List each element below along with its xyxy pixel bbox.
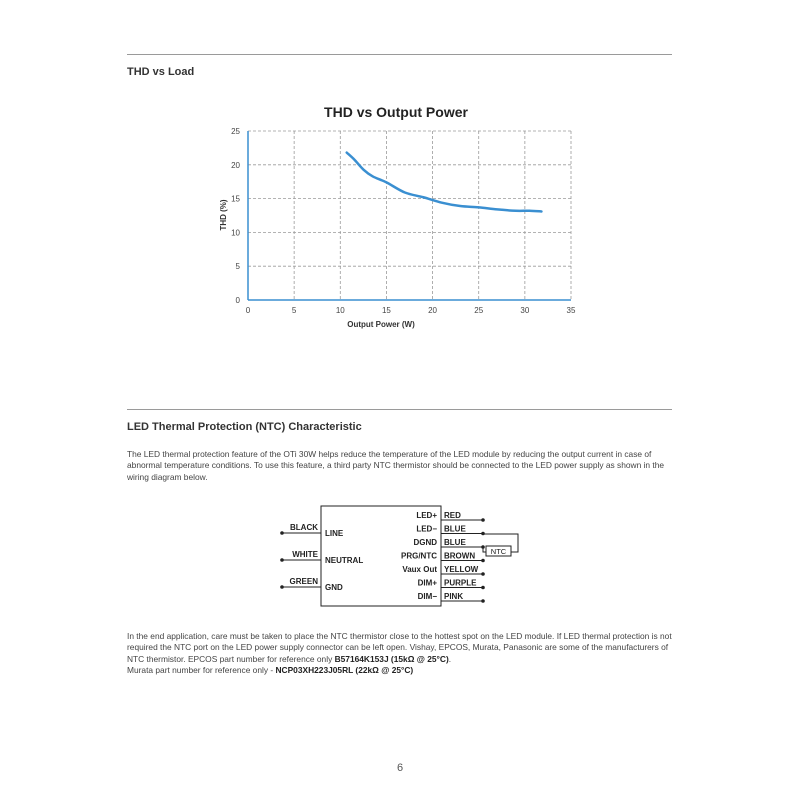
chart-axes bbox=[248, 131, 571, 300]
chart-tick-labels bbox=[231, 127, 576, 315]
ntc-label: NTC bbox=[490, 547, 507, 556]
thd-section-title: THD vs Load bbox=[127, 66, 195, 78]
epcos-part-number: B57164K153J (15kΩ @ 25°C) bbox=[334, 653, 449, 664]
wire-end-dot bbox=[481, 572, 485, 576]
y-tick-label: 5 bbox=[235, 262, 240, 272]
wire-end-dot bbox=[481, 586, 485, 590]
wire-end-dot bbox=[280, 558, 284, 562]
output-wire-color: RED bbox=[444, 511, 461, 520]
top-divider bbox=[127, 54, 672, 55]
chart-series bbox=[347, 153, 542, 212]
y-tick-label: 25 bbox=[231, 127, 240, 136]
x-tick-label: 10 bbox=[335, 306, 345, 315]
wire-end-dot bbox=[280, 531, 284, 535]
output-wire-color: BROWN bbox=[444, 551, 476, 561]
wiring-diagram bbox=[270, 503, 535, 610]
input-terminal-label: LINE bbox=[325, 529, 344, 538]
output-wires bbox=[401, 511, 485, 603]
page-number: 6 bbox=[396, 762, 404, 774]
output-terminal-label: LED+ bbox=[416, 511, 437, 520]
x-tick-label: 20 bbox=[428, 306, 438, 315]
x-tick-label: 30 bbox=[520, 306, 530, 315]
murata-label: Murata part number for reference only - bbox=[127, 665, 276, 676]
ntc-intro-text: The LED thermal protection feature of the OTi 30W helps reduce the temperature of the LED module by reducing the output current in case of abnormal temperature conditions. To use this feature, a third party NTC thermistor should be connected to the LED power supply as shown in the wiring diagram below. bbox=[127, 449, 665, 482]
chart-xlabel: Output Power (W) bbox=[347, 320, 415, 329]
wire-end-dot bbox=[280, 585, 284, 589]
thd-chart bbox=[210, 98, 590, 336]
y-tick-label: 20 bbox=[231, 160, 240, 170]
wire-end-dot bbox=[481, 599, 485, 603]
input-wire-color: WHITE bbox=[292, 550, 318, 559]
output-wire-color: YELLOW bbox=[444, 565, 479, 574]
output-terminal-label: PRG/NTC bbox=[401, 551, 437, 561]
ntc-section-title: LED Thermal Protection (NTC) Characteristic bbox=[127, 421, 362, 433]
murata-part-number: NCP03XH223J05RL (22kΩ @ 25°C) bbox=[275, 665, 414, 676]
output-terminal-label: DGND bbox=[413, 538, 437, 547]
y-tick-label: 10 bbox=[231, 228, 240, 238]
input-wires bbox=[280, 523, 363, 592]
y-tick-label: 15 bbox=[231, 194, 240, 204]
ntc-closing-text bbox=[127, 631, 675, 677]
ntc-closing-part2: . bbox=[448, 653, 452, 664]
chart-ylabel: THD (%) bbox=[219, 199, 228, 231]
output-wire-color: PINK bbox=[444, 592, 464, 601]
input-wire-color: BLACK bbox=[290, 523, 318, 532]
output-wire-color: BLUE bbox=[444, 538, 466, 547]
output-terminal-label: DIM− bbox=[417, 592, 437, 601]
x-tick-label: 5 bbox=[291, 306, 297, 315]
output-terminal-label: Vaux Out bbox=[402, 565, 437, 574]
ntc-closing-part1: In the end application, care must be taken to place the NTC thermistor close to the hottest spot on the LED module. If LED thermal protection is not required the NTC port on the LED power supply connector can be left open. Vishay, EPCOS, Murata, Panasonic are some of the manufacturers of NTC thermistor. EPCOS part number for reference only bbox=[127, 631, 672, 664]
output-wire-color: BLUE bbox=[444, 524, 466, 534]
output-terminal-label: DIM+ bbox=[417, 578, 437, 588]
wire-end-dot bbox=[481, 559, 485, 563]
ntc-thermistor bbox=[483, 534, 518, 556]
y-tick-label: 0 bbox=[235, 296, 240, 305]
wire-end-dot bbox=[481, 518, 485, 522]
input-wire-color: GREEN bbox=[289, 577, 318, 586]
input-terminal-label: GND bbox=[325, 583, 343, 592]
x-tick-label: 25 bbox=[474, 306, 484, 315]
chart-grid bbox=[248, 131, 571, 300]
chart-title: THD vs Output Power bbox=[324, 104, 468, 120]
output-wire-color: PURPLE bbox=[444, 578, 477, 588]
middle-divider bbox=[127, 409, 672, 410]
x-tick-label: 35 bbox=[566, 306, 576, 315]
input-terminal-label: NEUTRAL bbox=[325, 556, 364, 565]
x-tick-label: 15 bbox=[381, 306, 391, 315]
x-tick-label: 0 bbox=[245, 306, 251, 315]
output-terminal-label: LED− bbox=[416, 524, 437, 534]
thd-series-line bbox=[347, 153, 542, 212]
